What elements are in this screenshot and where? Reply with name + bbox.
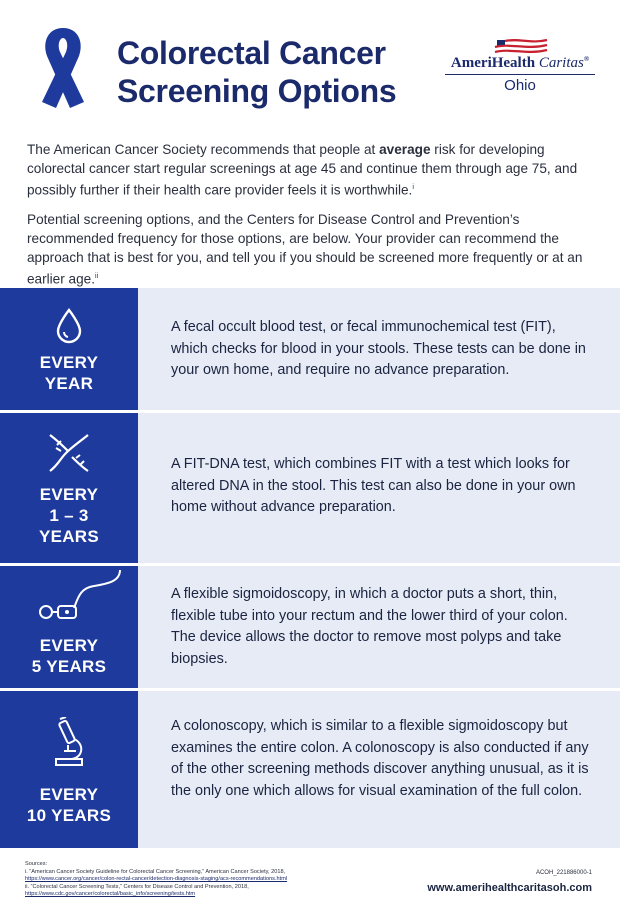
logo-name <box>440 55 600 72</box>
scope-icon <box>36 568 138 626</box>
freq-line-2: YEAR <box>44 374 94 393</box>
logo-name-b: Caritas <box>538 55 584 71</box>
freq-line-3: YEARS <box>38 527 100 546</box>
frequency-panel <box>0 566 138 688</box>
flag-icon <box>491 38 549 54</box>
source-2: ii. “Colorectal Cancer Screening Tests,” Centers for Disease Control and Prevention, 2018, <box>25 883 249 890</box>
intro-p1-start: The American Cancer Society recommends that people at <box>27 142 380 157</box>
frequency-label <box>0 635 138 677</box>
freq-line-1: EVERY <box>39 485 99 504</box>
microscope-icon <box>50 717 88 769</box>
page-title <box>117 34 396 110</box>
intro-p1-bold: average <box>379 142 431 157</box>
logo-name-a: AmeriHealth <box>450 55 536 71</box>
option-description: A colonoscopy, which is similar to a flexible sigmoidoscopy but examines the entire colon. A colonoscopy is also conducted if any of the other screening methods discover anything unusual, as it is the only one which allows for visual examination of the full colon. <box>171 718 589 799</box>
company-logo <box>440 38 600 98</box>
awareness-ribbon-icon <box>20 22 106 118</box>
document-code: ACOH_221886000-1 <box>535 870 592 876</box>
option-description: A fecal occult blood test, or fecal immunochemical test (FIT), which checks for blood in your stools. These tests can be done in your own home, and require no advance preparation. <box>171 319 586 378</box>
logo-state: Ohio <box>504 77 536 94</box>
option-row-fit <box>0 288 620 410</box>
source-1: i. “American Cancer Society Guideline for Colorectal Cancer Screening,” American Cancer Society, 2018, <box>25 868 286 875</box>
sources <box>25 861 325 899</box>
source-1-link[interactable]: https://www.cancer.org/cancer/colon-rectal-cancer/detection-diagnosis-staging/acs-recommendations.html <box>25 876 288 883</box>
title-line-2: Screening Options <box>117 73 397 109</box>
header <box>0 0 620 125</box>
logo-divider <box>445 74 595 75</box>
option-row-fit-dna <box>0 413 620 563</box>
title-line-1: Colorectal Cancer <box>117 35 386 71</box>
frequency-label <box>0 784 138 826</box>
footnote-ref-1: i <box>412 184 414 191</box>
sources-label: Sources: <box>25 861 48 867</box>
freq-line-2: 5 YEARS <box>31 657 107 676</box>
option-row-sigmoidoscopy <box>0 566 620 688</box>
source-2-link[interactable]: https://www.cdc.gov/cancer/colorectal/basic_info/screening/tests.htm <box>25 891 196 898</box>
frequency-label <box>0 352 138 394</box>
intro-paragraph-1 <box>27 140 599 200</box>
freq-line-2: 10 YEARS <box>26 806 112 825</box>
footer <box>0 855 620 918</box>
option-description: A flexible sigmoidoscopy, in which a doctor puts a short, thin, flexible tube into your rectum and the lower third of your colon. The device allows the doctor to remove most polyps and take biopsies. <box>171 586 568 667</box>
frequency-panel <box>0 413 138 563</box>
frequency-panel <box>0 691 138 848</box>
intro-p1-end: risk for developing colorectal cancer start regular screenings at age 45 and continue them through age 75, and possibly further if their health care provider feels it is worthwhile. <box>27 142 578 198</box>
frequency-label <box>0 484 138 547</box>
freq-line-1: EVERY <box>39 785 99 804</box>
droplet-icon <box>55 308 83 344</box>
freq-line-2: 1 – 3 <box>49 506 89 525</box>
intro-text <box>27 140 599 298</box>
intro-paragraph-2 <box>27 210 599 289</box>
option-row-colonoscopy <box>0 691 620 848</box>
logo-registered-mark: ® <box>583 55 590 63</box>
option-description: A FIT-DNA test, which combines FIT with a test which looks for altered DNA in the stool. This test can also be done in your own home without advance preparation. <box>171 456 576 515</box>
frequency-panel <box>0 288 138 410</box>
freq-line-1: EVERY <box>39 353 99 372</box>
freq-line-1: EVERY <box>39 636 99 655</box>
website-link[interactable]: www.amerihealthcaritasoh.com <box>427 882 592 894</box>
dna-icon <box>46 431 92 475</box>
intro-p2-text: Potential screening options, and the Centers for Disease Control and Prevention’s recommended frequency for those options, are below. Your provider can recommend the approach that is best for you, and tell you if you should be screened more frequently or at an earlier age. <box>27 211 583 287</box>
footnote-ref-2: ii <box>95 272 99 280</box>
